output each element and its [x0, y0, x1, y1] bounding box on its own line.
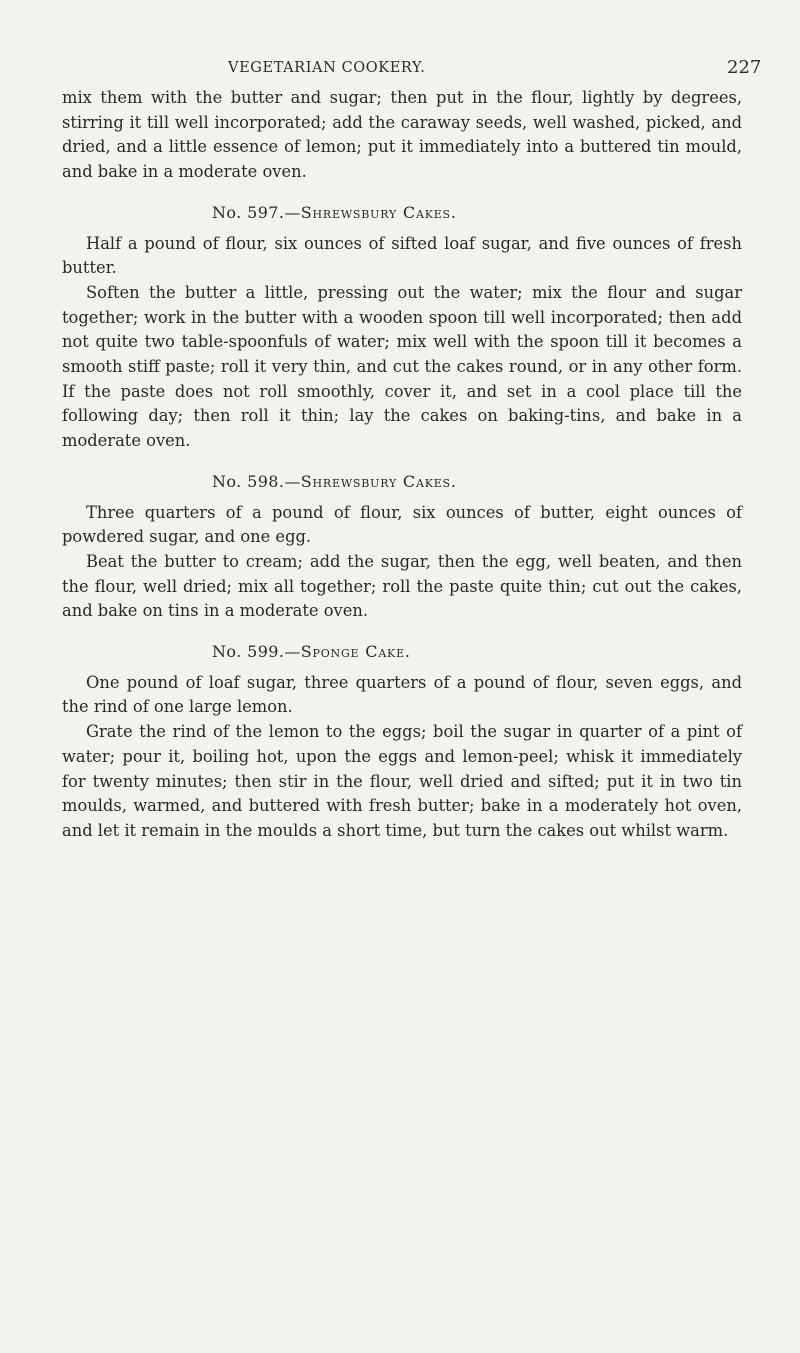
recipe-heading: No. 599.—Sponge Cake. — [212, 642, 411, 662]
recipe-method: Grate the rind of the lemon to the eggs; boil the sugar in quarter of a pint of water; pour it, boiling hot, upon the eggs and lemon-peel; whisk it immediately for twenty minutes; then stir in the flour, well dried and sifted; put it in two tin moulds, warmed, and buttered with fresh butter; bake in a moderately hot oven, and let it remain in the moulds a short time, but turn the cakes out whilst warm. — [62, 722, 742, 840]
recipe-598 — [62, 470, 742, 624]
continuation-paragraph: mix them with the butter and sugar; then put in the flour, lightly by degrees, stirring it till well incorporated; add the caraway seeds, well washed, picked, and dried, and a little essence of lemon; put it immediately into a buttered tin mould, and bake in a moderate oven. — [62, 88, 742, 182]
recipe-number: No. 598. — [212, 471, 285, 491]
recipe-597 — [62, 201, 742, 454]
recipe-heading: No. 598.—Shrewsbury Cakes. — [212, 471, 457, 491]
recipe-method: Beat the butter to cream; add the sugar, then the egg, well beaten, and then the flour, well dried; mix all together; roll the paste quite thin; cut out the cakes, and bake on tins in a moderate oven. — [62, 551, 742, 621]
recipe-method: Soften the butter a little, pressing out the water; mix the flour and sugar together; work in the butter with a wooden spoon till well incorporated; then add not quite two table-spoonfuls of water; mix well with the spoon till it becomes a smooth stiff paste; roll it very thin, and cut the cakes round, or in any other form. If the paste does not roll smoothly, cover it, and set in a cool place till the following day; then roll it thin; lay the cakes on baking-tins, and bake in a moderate oven. — [62, 282, 742, 451]
recipe-ingredients: Three quarters of a pound of flour, six ounces of butter, eight ounces of powdered sugar, and one egg. — [62, 502, 742, 547]
running-title: VEGETARIAN COOKERY. — [228, 60, 426, 76]
page-body — [62, 86, 742, 844]
recipe-599 — [62, 640, 742, 844]
recipe-ingredients: One pound of loaf sugar, three quarters of a pound of flour, seven eggs, and the rind of one large lemon. — [62, 672, 742, 717]
recipe-number: No. 599. — [212, 642, 285, 662]
page-number: 227 — [727, 57, 762, 78]
recipe-title: Shrewsbury Cakes. — [300, 202, 457, 222]
recipe-number: No. 597. — [212, 202, 285, 222]
recipe-ingredients: Half a pound of flour, six ounces of sifted loaf sugar, and five ounces of fresh butter. — [62, 233, 742, 278]
recipe-title: Shrewsbury Cakes. — [300, 471, 457, 491]
recipe-heading: No. 597.—Shrewsbury Cakes. — [212, 202, 457, 222]
recipe-title: Sponge Cake. — [300, 642, 411, 662]
